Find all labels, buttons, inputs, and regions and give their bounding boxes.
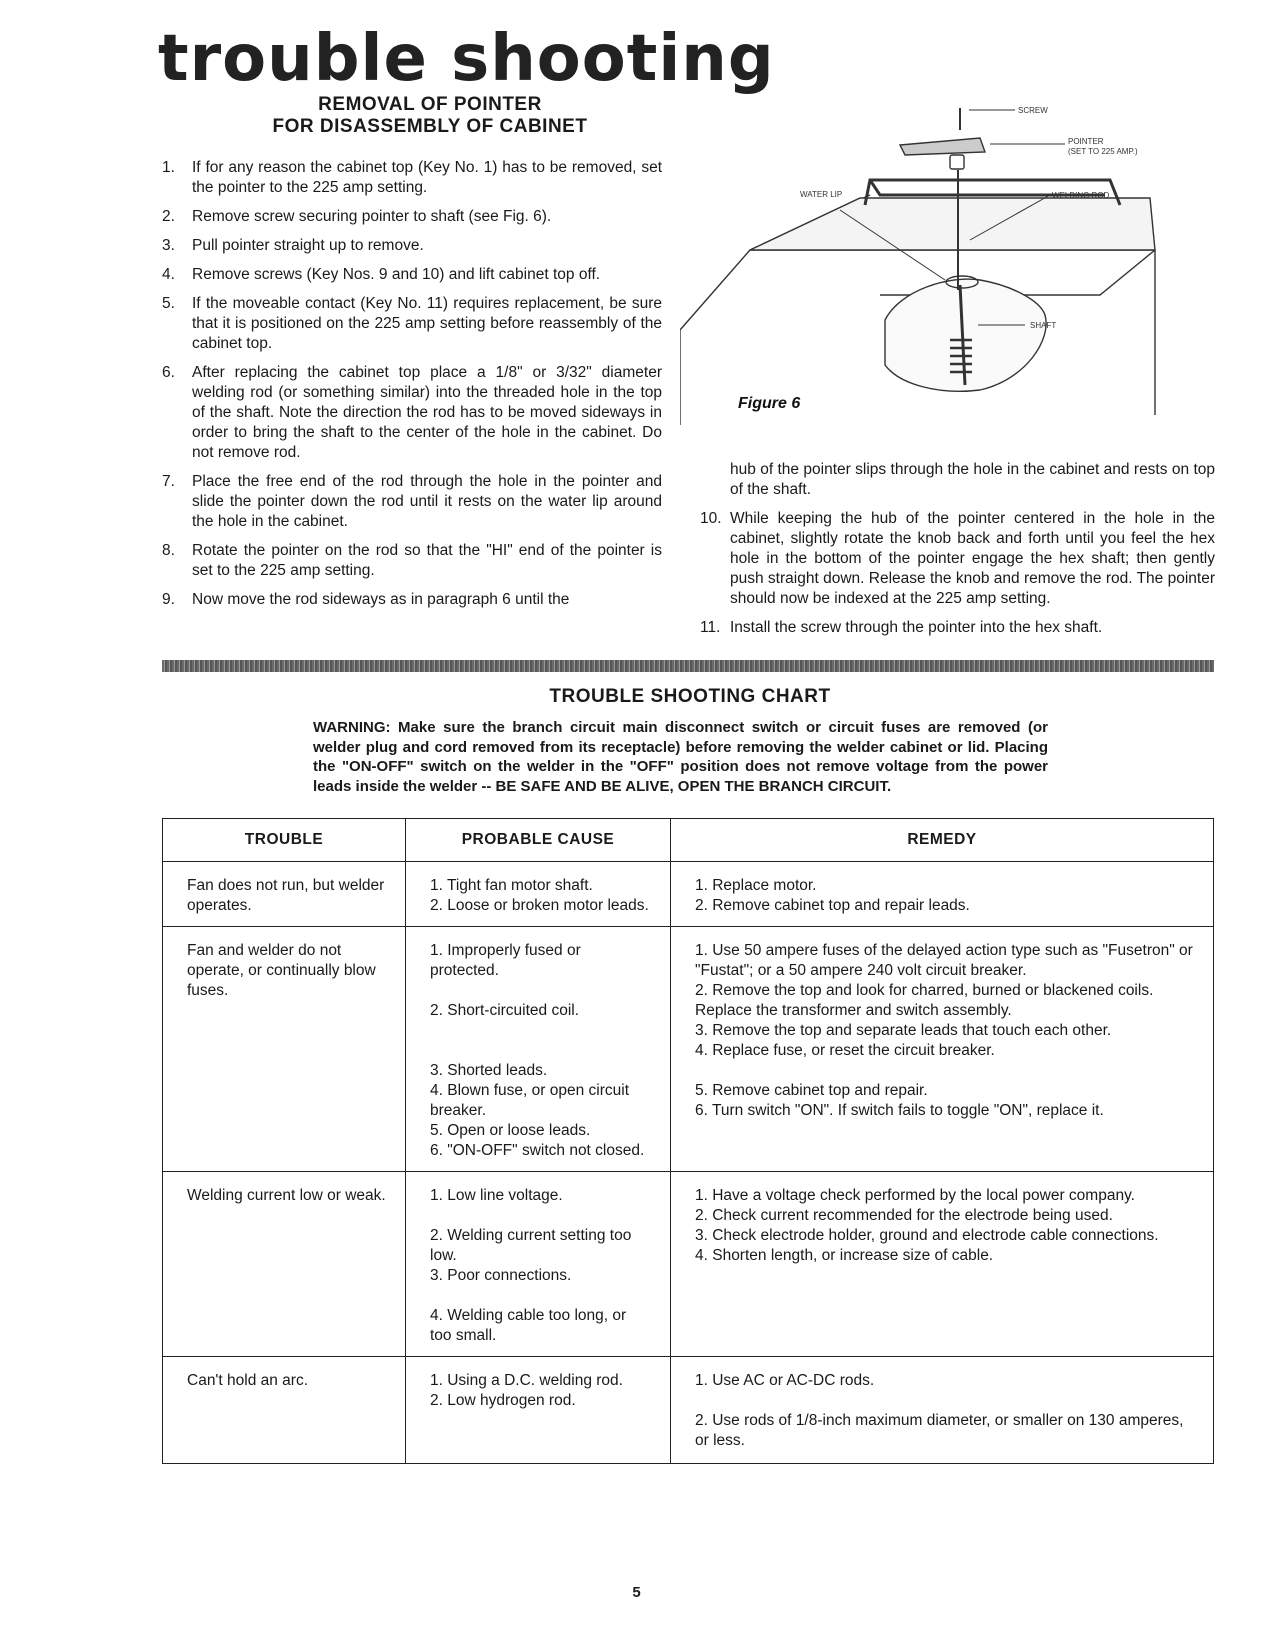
step-item bbox=[700, 618, 1215, 638]
step-number: 2. bbox=[162, 208, 175, 225]
step-number: 6. bbox=[162, 364, 175, 381]
trouble-shooting-table bbox=[162, 818, 1214, 1464]
label-pointer: POINTER bbox=[1068, 137, 1104, 146]
step-text: If for any reason the cabinet top (Key No. 1) has to be removed, set the pointer to the 225 amp setting. bbox=[192, 159, 662, 196]
step-number: 8. bbox=[162, 542, 175, 559]
remedy-item: 4. Replace fuse, or reset the circuit breaker. bbox=[695, 1042, 995, 1059]
cause-item: 2. Low hydrogen rod. bbox=[430, 1392, 576, 1409]
step-text: Place the free end of the rod through the hole in the pointer and slide the pointer down the rod until it rests on the water lip around the hole in the cabinet. bbox=[192, 473, 662, 530]
step-number: 4. bbox=[162, 266, 175, 283]
step-item bbox=[162, 158, 662, 198]
cause-item: 1. Using a D.C. welding rod. bbox=[430, 1372, 623, 1389]
step-item bbox=[700, 509, 1215, 609]
pointer-shape bbox=[900, 138, 985, 155]
remedy-item: 4. Shorten length, or increase size of cable. bbox=[695, 1247, 994, 1264]
cabinet-diagram bbox=[680, 100, 1220, 440]
steps-right-column bbox=[700, 460, 1215, 647]
steps-left-column bbox=[162, 158, 662, 619]
step-number: 3. bbox=[162, 237, 175, 254]
pointer-hub bbox=[950, 155, 964, 169]
table-row bbox=[163, 927, 1214, 1172]
remedy-cell bbox=[671, 1357, 1214, 1464]
header-remedy: REMEDY bbox=[671, 819, 1214, 862]
remedy-cell bbox=[671, 927, 1214, 1172]
trouble-cell: Fan and welder do not operate, or continually blow fuses. bbox=[163, 927, 406, 1172]
header-trouble: TROUBLE bbox=[163, 819, 406, 862]
section-divider bbox=[162, 660, 1214, 672]
remedy-item: 3. Check electrode holder, ground and electrode cable connections. bbox=[695, 1227, 1159, 1244]
step-item bbox=[162, 363, 662, 463]
label-pointer-note: (SET TO 225 AMP.) bbox=[1068, 147, 1138, 156]
cause-cell bbox=[406, 927, 671, 1172]
page-number: 5 bbox=[632, 1584, 641, 1601]
warning-text: WARNING: Make sure the branch circuit main disconnect switch or circuit fuses are removed (or welder plug and cord removed from its receptacle) before removing the welder cabinet or lid. Placing the "ON-OFF" switch on the welder in the "OFF" position does not remove voltage from the power leads inside the welder -- BE SAFE AND BE ALIVE, OPEN THE BRANCH CIRCUIT. bbox=[313, 719, 1048, 795]
step-number: 9. bbox=[162, 591, 175, 608]
step-text: Rotate the pointer on the rod so that the "HI" end of the pointer is set to the 225 amp setting. bbox=[192, 542, 662, 579]
cause-item: 2. Loose or broken motor leads. bbox=[430, 897, 649, 914]
table-row bbox=[163, 1357, 1214, 1464]
step-item bbox=[162, 207, 662, 227]
cause-item: 3. Shorted leads. bbox=[430, 1062, 548, 1079]
remedy-item: 2. Check current recommended for the electrode being used. bbox=[695, 1207, 1113, 1224]
cause-item: 4. Welding cable too long, or too small. bbox=[430, 1307, 627, 1344]
table-row bbox=[163, 1172, 1214, 1357]
remedy-item: 3. Remove the top and separate leads that touch each other. bbox=[695, 1022, 1112, 1039]
step-number: 5. bbox=[162, 295, 175, 312]
trouble-cell: Fan does not run, but welder operates. bbox=[163, 862, 406, 927]
page-title: trouble shooting bbox=[158, 22, 775, 96]
step-text: Remove screws (Key Nos. 9 and 10) and lift cabinet top off. bbox=[192, 266, 601, 283]
cabinet-top bbox=[750, 198, 1155, 250]
step-text: If the moveable contact (Key No. 11) requires replacement, be sure that it is positioned on the 225 amp setting before reassembly of the cabinet top. bbox=[192, 295, 662, 352]
step-item bbox=[162, 294, 662, 354]
figure-caption: Figure 6 bbox=[738, 395, 801, 412]
remedy-item: 5. Remove cabinet top and repair. bbox=[695, 1082, 928, 1099]
cause-item: 4. Blown fuse, or open circuit breaker. bbox=[430, 1082, 630, 1119]
label-screw: SCREW bbox=[1018, 106, 1048, 115]
remedy-item: 2. Use rods of 1/8-inch maximum diameter, or smaller on 130 amperes, or less. bbox=[695, 1412, 1184, 1449]
header-probable-cause: PROBABLE CAUSE bbox=[406, 819, 671, 862]
cause-item: 3. Poor connections. bbox=[430, 1267, 572, 1284]
remedy-cell bbox=[671, 862, 1214, 927]
cause-item: 6. "ON-OFF" switch not closed. bbox=[430, 1142, 645, 1159]
step-text: While keeping the hub of the pointer centered in the hole in the cabinet, slightly rotate the knob back and forth until you feel the hex hole in the bottom of the pointer engage the hex shaft; then gently push straight down. Release the knob and remove the rod. The pointer should now be indexed at the 225 amp setting. bbox=[730, 510, 1215, 607]
step-number: 7. bbox=[162, 473, 175, 490]
cause-cell bbox=[406, 1357, 671, 1464]
remedy-item: 2. Remove the top and look for charred, burned or blackened coils. Replace the transformer and switch assembly. bbox=[695, 982, 1154, 1019]
cause-item: 2. Short-circuited coil. bbox=[430, 1002, 580, 1019]
step-number: 11. bbox=[700, 619, 721, 636]
remedy-cell bbox=[671, 1172, 1214, 1357]
remedy-item: 6. Turn switch "ON". If switch fails to toggle "ON", replace it. bbox=[695, 1102, 1104, 1119]
step-text: After replacing the cabinet top place a 1/8" or 3/32" diameter welding rod (or something similar) into the threaded hole in the top of the shaft. Note the direction the rod has to be moved sideways in order to bring the shaft to the center of the hole in the cabinet. Do not remove rod. bbox=[192, 364, 662, 461]
step-text: Now move the rod sideways as in paragraph 6 until the bbox=[192, 591, 570, 608]
remedy-item: 1. Use 50 ampere fuses of the delayed action type such as "Fusetron" or "Fustat"; or a 50 ampere 240 volt circuit breaker. bbox=[695, 942, 1193, 979]
step-item bbox=[162, 472, 662, 532]
label-water-lip: WATER LIP bbox=[800, 190, 843, 199]
step-text: Install the screw through the pointer into the hex shaft. bbox=[730, 619, 1103, 636]
section-heading-line2: FOR DISASSEMBLY OF CABINET bbox=[272, 116, 588, 137]
figure-6 bbox=[680, 100, 1220, 440]
trouble-cell: Can't hold an arc. bbox=[163, 1357, 406, 1464]
remedy-item: 1. Have a voltage check performed by the local power company. bbox=[695, 1187, 1135, 1204]
step-continuation: hub of the pointer slips through the hole in the cabinet and rests on top of the shaft. bbox=[730, 461, 1215, 498]
section-heading-line1: REMOVAL OF POINTER bbox=[318, 94, 542, 115]
step-item bbox=[162, 541, 662, 581]
remedy-item: 1. Replace motor. bbox=[695, 877, 817, 894]
label-welding-rod: WELDING ROD bbox=[1052, 191, 1110, 200]
table-header-row bbox=[163, 819, 1214, 862]
remedy-item: 2. Remove cabinet top and repair leads. bbox=[695, 897, 970, 914]
step-text: Remove screw securing pointer to shaft (see Fig. 6). bbox=[192, 208, 552, 225]
chart-heading: TROUBLE SHOOTING CHART bbox=[549, 686, 831, 707]
label-shaft: SHAFT bbox=[1030, 321, 1057, 330]
cause-item: 1. Improperly fused or protected. bbox=[430, 942, 581, 979]
trouble-cell: Welding current low or weak. bbox=[163, 1172, 406, 1357]
step-number: 10. bbox=[700, 510, 722, 527]
step-text: Pull pointer straight up to remove. bbox=[192, 237, 424, 254]
cause-item: 5. Open or loose leads. bbox=[430, 1122, 591, 1139]
step-item bbox=[162, 590, 662, 610]
table-row bbox=[163, 862, 1214, 927]
cause-item: 1. Tight fan motor shaft. bbox=[430, 877, 593, 894]
step-item bbox=[162, 265, 662, 285]
section-heading bbox=[220, 94, 640, 138]
step-number: 1. bbox=[162, 159, 175, 176]
cause-cell bbox=[406, 862, 671, 927]
remedy-item: 1. Use AC or AC-DC rods. bbox=[695, 1372, 875, 1389]
cause-item: 2. Welding current setting too low. bbox=[430, 1227, 632, 1264]
step-item bbox=[162, 236, 662, 256]
cause-item: 1. Low line voltage. bbox=[430, 1187, 563, 1204]
cause-cell bbox=[406, 1172, 671, 1357]
